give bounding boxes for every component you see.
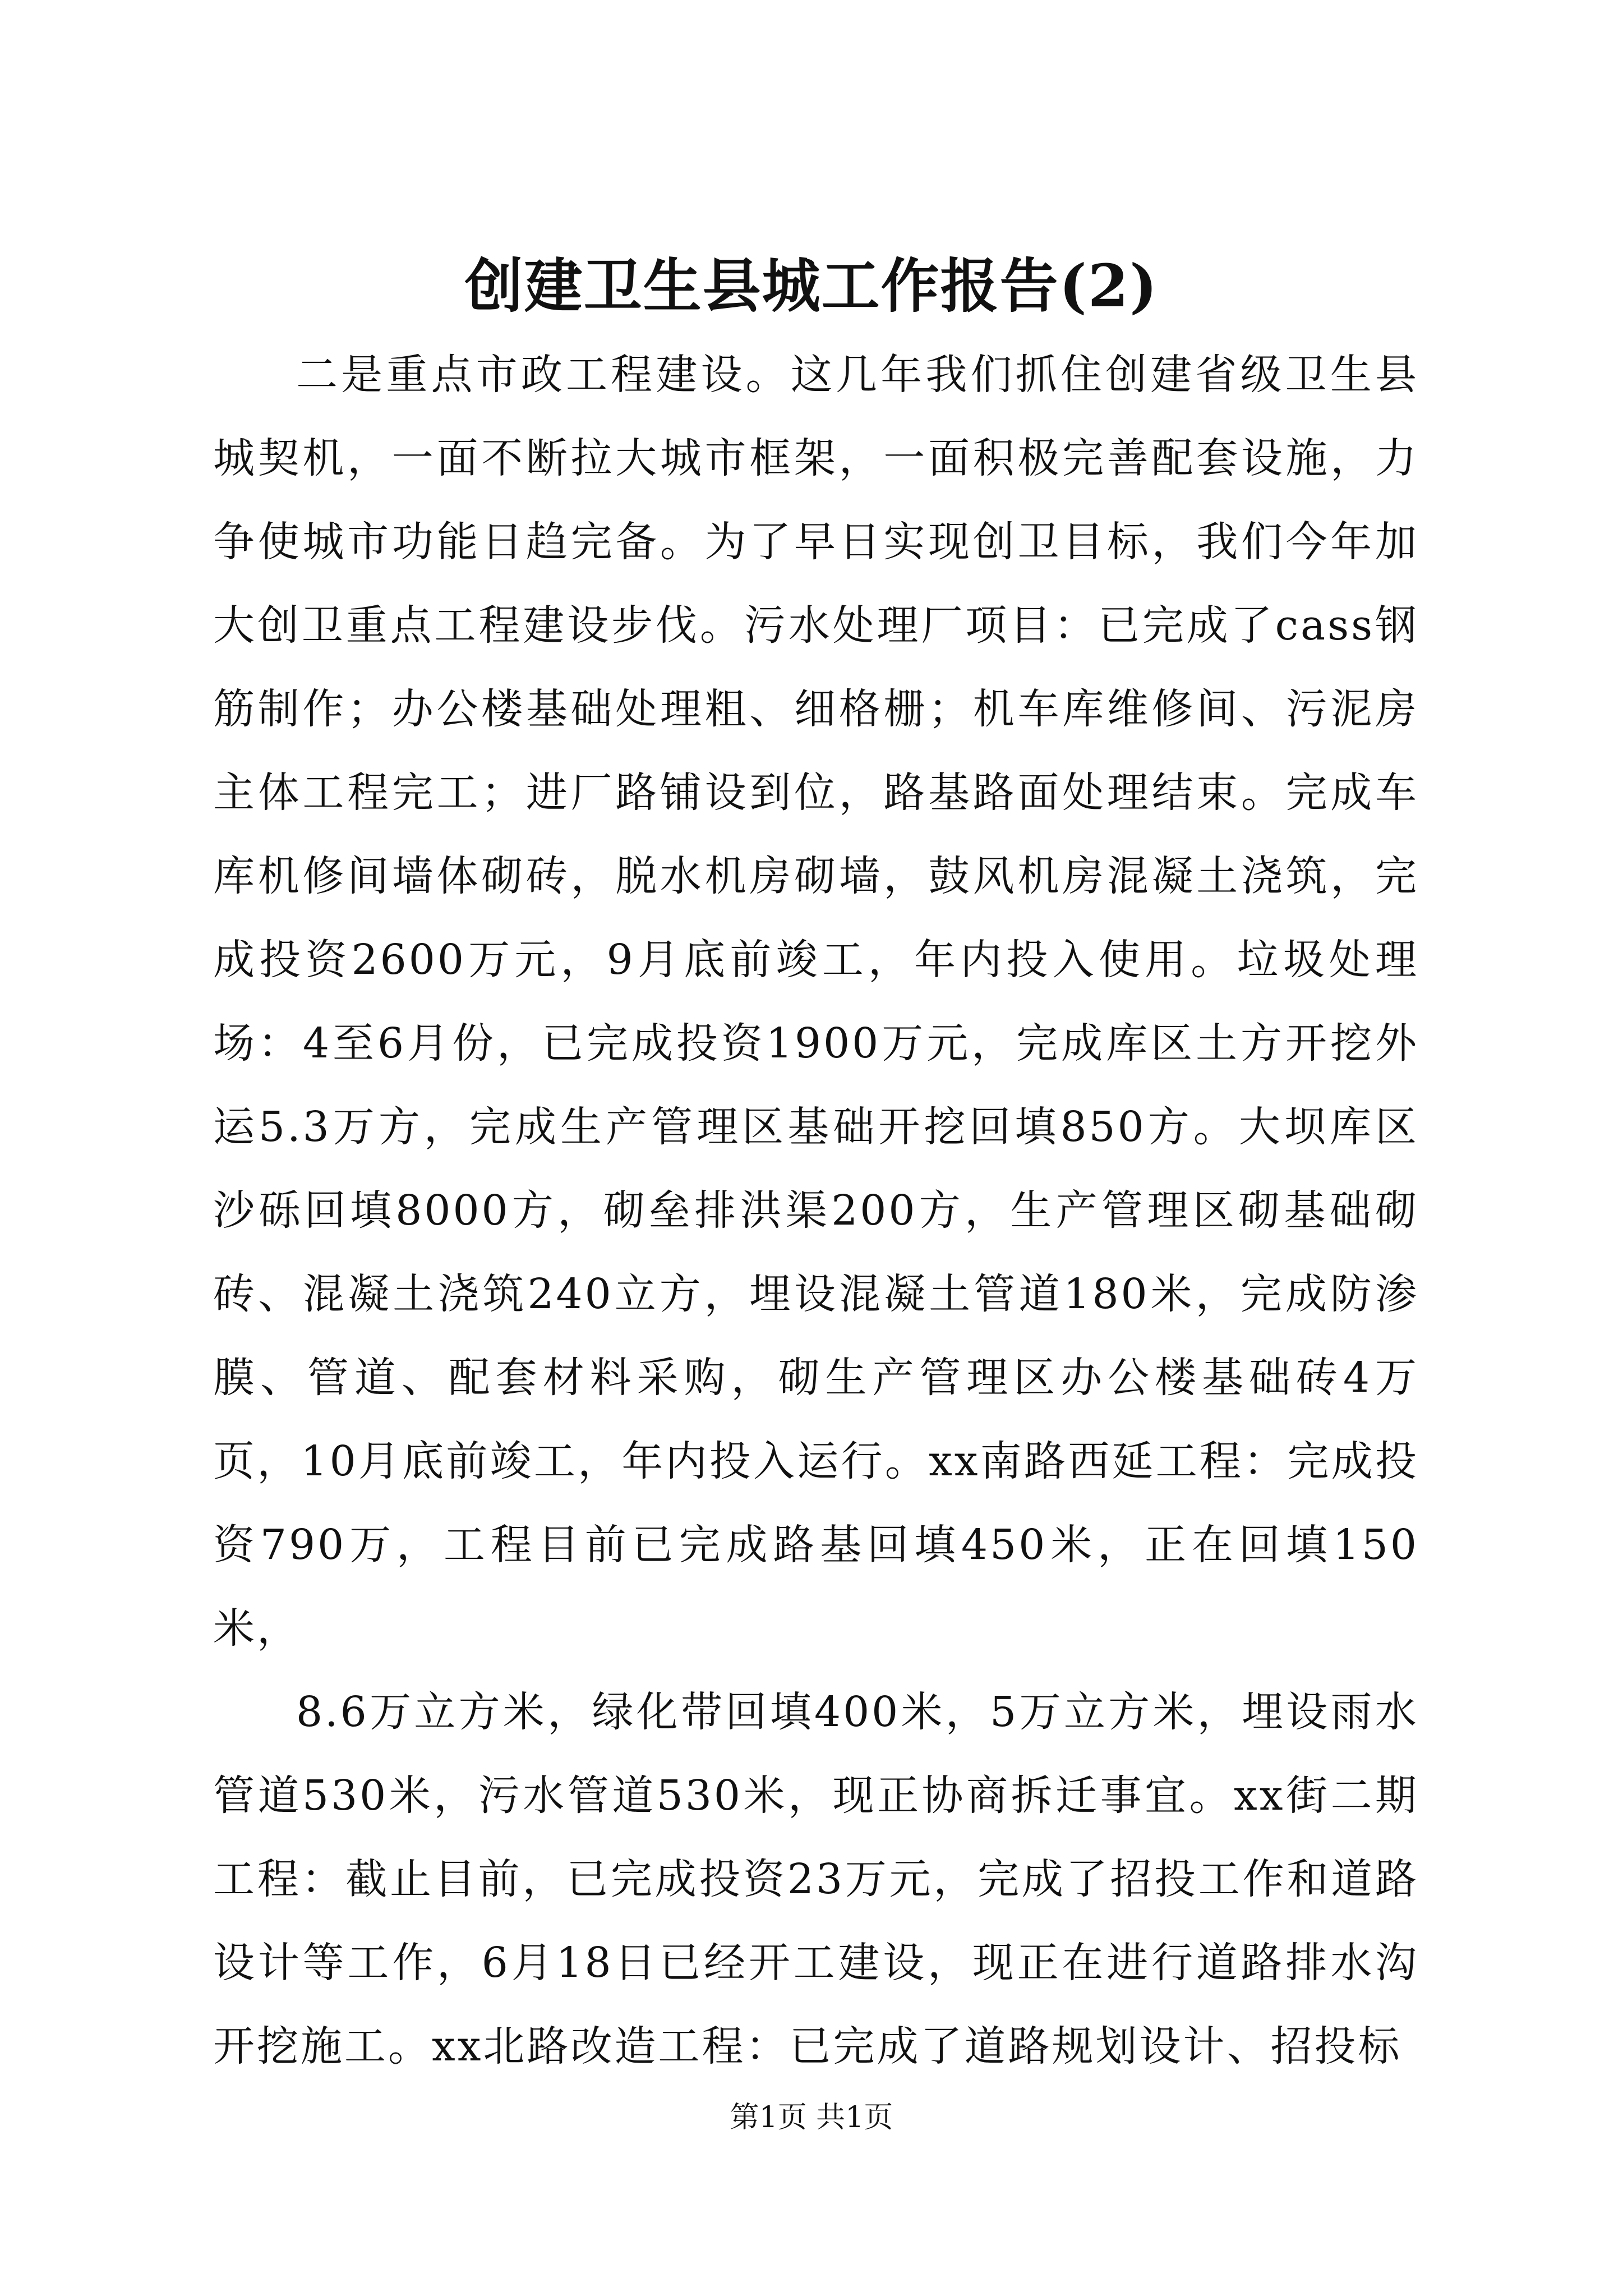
paragraph-1: 二是重点市政工程建设。这几年我们抓住创建省级卫生县城契机，一面不断拉大城市框架，一面积极完善配套设施，力争使城市功能日趋完备。为了早日实现创卫目标，我们今年加大创卫重点工程建设步伐。污水处理厂项目：已完成了cass钢筋制作；办公楼基础处理粗、细格栅；机车库维修间、污泥房主体工程完工；进厂路铺设到位，路基路面处理结束。完成车库机修间墙体砌砖，脱水机房砌墙，鼓风机房混凝土浇筑，完成投资2600万元，9月底前竣工，年内投入使用。垃圾处理场：4至6月份，已完成投资1900万元，完成库区土方开挖外运5.3万方，完成生产管理区基础开挖回填850方。大坝库区沙砾回填8000方，砌垒排洪渠200方，生产管理区砌基础砌砖、混凝土浇筑240立方，埋设混凝土管道180米，完成防渗膜、管道、配套材料采购，砌生产管理区办公楼基础砖4万页，10月底前竣工，年内投入运行。xx南路西延工程：完成投资790万，工程目前已完成路基回填450米，正在回填150米， [213, 351, 1419, 1653]
document-body [213, 333, 1419, 2088]
document-title: 创建卫生县城工作报告(2) [464, 251, 1159, 320]
paragraph-2: 8.6万立方米，绿化带回填400米，5万立方米，埋设雨水管道530米，污水管道530米，现正协商拆迁事宜。xx街二期工程：截止目前，已完成投资23万元，完成了招投工作和道路设计等工作，6月18日已经开工建设，现正在进行道路排水沟开挖施工。xx北路改造工程：已完成了道路规划设计、招投标 [213, 1688, 1419, 2070]
page-footer: 第1页 共1页 [730, 2101, 893, 2134]
